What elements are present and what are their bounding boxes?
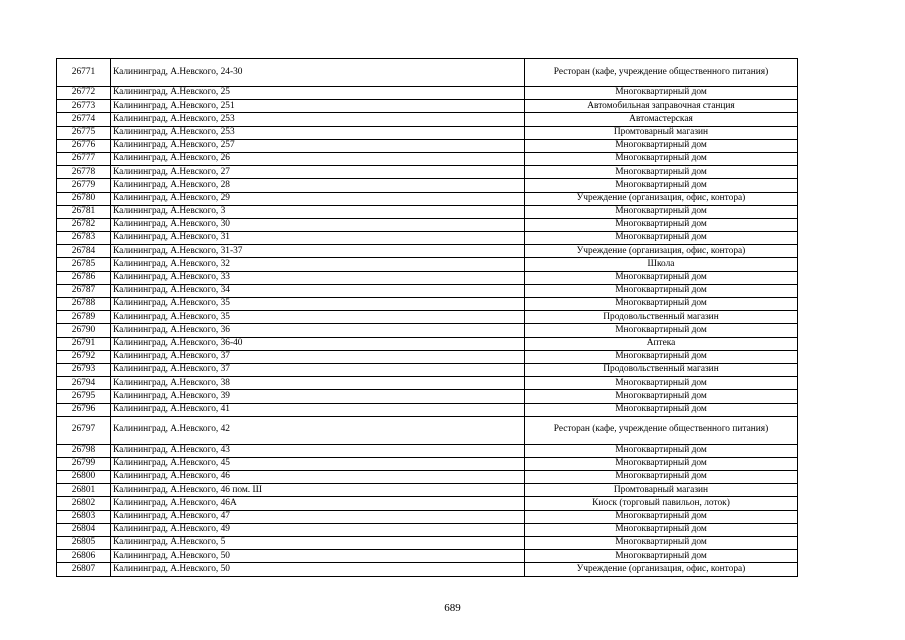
object-id-cell: 26781 xyxy=(57,205,111,218)
object-type-cell: Ресторан (кафе, учреждение общественного питания) xyxy=(525,416,798,444)
object-type-cell: Ресторан (кафе, учреждение общественного питания) xyxy=(525,59,798,87)
address-cell: Калининград, А.Невского, 28 xyxy=(111,179,525,192)
object-type-cell: Продовольственный магазин xyxy=(525,311,798,324)
object-type-cell: Многоквартирный дом xyxy=(525,537,798,550)
object-id-cell: 26804 xyxy=(57,523,111,536)
table-row xyxy=(57,471,798,484)
object-id-cell: 26805 xyxy=(57,537,111,550)
object-type-cell: Промтоварный магазин xyxy=(525,126,798,139)
object-id-cell: 26772 xyxy=(57,87,111,100)
table-row xyxy=(57,363,798,376)
table-row xyxy=(57,550,798,563)
object-id-cell: 26778 xyxy=(57,166,111,179)
address-cell: Калининград, А.Невского, 42 xyxy=(111,416,525,444)
object-id-cell: 26800 xyxy=(57,471,111,484)
object-id-cell: 26795 xyxy=(57,390,111,403)
address-cell: Калининград, А.Невского, 253 xyxy=(111,126,525,139)
registry-table xyxy=(56,58,798,577)
object-type-cell: Учреждение (организация, офис, контора) xyxy=(525,192,798,205)
table-row xyxy=(57,59,798,87)
object-type-cell: Многоквартирный дом xyxy=(525,350,798,363)
object-type-cell: Многоквартирный дом xyxy=(525,232,798,245)
object-id-cell: 26774 xyxy=(57,113,111,126)
object-id-cell: 26803 xyxy=(57,510,111,523)
address-cell: Калининград, А.Невского, 37 xyxy=(111,363,525,376)
object-type-cell: Учреждение (организация, офис, контора) xyxy=(525,245,798,258)
address-cell: Калининград, А.Невского, 50 xyxy=(111,563,525,576)
table-row xyxy=(57,100,798,113)
object-id-cell: 26773 xyxy=(57,100,111,113)
object-id-cell: 26788 xyxy=(57,298,111,311)
address-cell: Калининград, А.Невского, 35 xyxy=(111,311,525,324)
object-type-cell: Многоквартирный дом xyxy=(525,298,798,311)
object-type-cell: Многоквартирный дом xyxy=(525,403,798,416)
table-row xyxy=(57,390,798,403)
object-type-cell: Многоквартирный дом xyxy=(525,87,798,100)
object-id-cell: 26783 xyxy=(57,232,111,245)
object-id-cell: 26786 xyxy=(57,271,111,284)
object-id-cell: 26787 xyxy=(57,284,111,297)
object-type-cell: Многоквартирный дом xyxy=(525,205,798,218)
table-row xyxy=(57,444,798,457)
page-number: 689 xyxy=(444,602,461,614)
address-cell: Калининград, А.Невского, 46А xyxy=(111,497,525,510)
table-row xyxy=(57,324,798,337)
table-row xyxy=(57,510,798,523)
address-cell: Калининград, А.Невского, 39 xyxy=(111,390,525,403)
table-row xyxy=(57,139,798,152)
address-cell: Калининград, А.Невского, 31-37 xyxy=(111,245,525,258)
object-type-cell: Многоквартирный дом xyxy=(525,139,798,152)
address-cell: Калининград, А.Невского, 36 xyxy=(111,324,525,337)
address-cell: Калининград, А.Невского, 33 xyxy=(111,271,525,284)
table-row xyxy=(57,416,798,444)
table-row xyxy=(57,113,798,126)
object-type-cell: Автомастерская xyxy=(525,113,798,126)
object-type-cell: Школа xyxy=(525,258,798,271)
table-row xyxy=(57,403,798,416)
table-row xyxy=(57,87,798,100)
object-id-cell: 26777 xyxy=(57,152,111,165)
object-type-cell: Многоквартирный дом xyxy=(525,179,798,192)
address-cell: Калининград, А.Невского, 46 пом. Ш xyxy=(111,484,525,497)
object-type-cell: Промтоварный магазин xyxy=(525,484,798,497)
table-row xyxy=(57,271,798,284)
object-id-cell: 26801 xyxy=(57,484,111,497)
address-cell: Калининград, А.Невского, 29 xyxy=(111,192,525,205)
object-id-cell: 26771 xyxy=(57,59,111,87)
table-row xyxy=(57,350,798,363)
object-type-cell: Многоквартирный дом xyxy=(525,152,798,165)
address-cell: Калининград, А.Невского, 3 xyxy=(111,205,525,218)
table-row xyxy=(57,563,798,576)
object-id-cell: 26798 xyxy=(57,444,111,457)
address-cell: Калининград, А.Невского, 46 xyxy=(111,471,525,484)
object-id-cell: 26792 xyxy=(57,350,111,363)
address-cell: Калининград, А.Невского, 38 xyxy=(111,377,525,390)
table-row xyxy=(57,258,798,271)
address-cell: Калининград, А.Невского, 47 xyxy=(111,510,525,523)
object-type-cell: Киоск (торговый павильон, лоток) xyxy=(525,497,798,510)
address-cell: Калининград, А.Невского, 41 xyxy=(111,403,525,416)
object-type-cell: Многоквартирный дом xyxy=(525,324,798,337)
address-cell: Калининград, А.Невского, 30 xyxy=(111,218,525,231)
object-type-cell: Многоквартирный дом xyxy=(525,284,798,297)
table-row xyxy=(57,484,798,497)
table-row xyxy=(57,284,798,297)
address-cell: Калининград, А.Невского, 35 xyxy=(111,298,525,311)
table-row xyxy=(57,126,798,139)
address-cell: Калининград, А.Невского, 36-40 xyxy=(111,337,525,350)
table-row xyxy=(57,497,798,510)
table-row xyxy=(57,179,798,192)
object-id-cell: 26785 xyxy=(57,258,111,271)
object-type-cell: Многоквартирный дом xyxy=(525,271,798,284)
registry-table-body xyxy=(57,59,798,577)
address-cell: Калининград, А.Невского, 45 xyxy=(111,457,525,470)
object-type-cell: Многоквартирный дом xyxy=(525,523,798,536)
address-cell: Калининград, А.Невского, 24-30 xyxy=(111,59,525,87)
table-row xyxy=(57,523,798,536)
object-id-cell: 26807 xyxy=(57,563,111,576)
table-row xyxy=(57,337,798,350)
table-row xyxy=(57,377,798,390)
object-id-cell: 26806 xyxy=(57,550,111,563)
object-id-cell: 26789 xyxy=(57,311,111,324)
table-row xyxy=(57,245,798,258)
table-row xyxy=(57,152,798,165)
address-cell: Калининград, А.Невского, 32 xyxy=(111,258,525,271)
object-type-cell: Многоквартирный дом xyxy=(525,510,798,523)
object-id-cell: 26779 xyxy=(57,179,111,192)
object-type-cell: Учреждение (организация, офис, контора) xyxy=(525,563,798,576)
table-row xyxy=(57,298,798,311)
object-type-cell: Многоквартирный дом xyxy=(525,390,798,403)
address-cell: Калининград, А.Невского, 26 xyxy=(111,152,525,165)
address-cell: Калининград, А.Невского, 43 xyxy=(111,444,525,457)
object-id-cell: 26790 xyxy=(57,324,111,337)
table-row xyxy=(57,205,798,218)
address-cell: Калининград, А.Невского, 5 xyxy=(111,537,525,550)
object-id-cell: 26780 xyxy=(57,192,111,205)
object-id-cell: 26793 xyxy=(57,363,111,376)
object-id-cell: 26791 xyxy=(57,337,111,350)
table-row xyxy=(57,311,798,324)
object-type-cell: Многоквартирный дом xyxy=(525,166,798,179)
object-id-cell: 26797 xyxy=(57,416,111,444)
table-row xyxy=(57,457,798,470)
object-type-cell: Продовольственный магазин xyxy=(525,363,798,376)
object-id-cell: 26802 xyxy=(57,497,111,510)
object-type-cell: Автомобильная заправочная станция xyxy=(525,100,798,113)
object-type-cell: Многоквартирный дом xyxy=(525,471,798,484)
address-cell: Калининград, А.Невского, 257 xyxy=(111,139,525,152)
address-cell: Калининград, А.Невского, 25 xyxy=(111,87,525,100)
object-id-cell: 26782 xyxy=(57,218,111,231)
object-id-cell: 26796 xyxy=(57,403,111,416)
object-type-cell: Многоквартирный дом xyxy=(525,550,798,563)
table-row xyxy=(57,232,798,245)
object-id-cell: 26775 xyxy=(57,126,111,139)
address-cell: Калининград, А.Невского, 251 xyxy=(111,100,525,113)
object-id-cell: 26784 xyxy=(57,245,111,258)
table-row xyxy=(57,192,798,205)
object-type-cell: Многоквартирный дом xyxy=(525,377,798,390)
address-cell: Калининград, А.Невского, 27 xyxy=(111,166,525,179)
address-cell: Калининград, А.Невского, 34 xyxy=(111,284,525,297)
object-id-cell: 26799 xyxy=(57,457,111,470)
object-type-cell: Многоквартирный дом xyxy=(525,218,798,231)
table-row xyxy=(57,166,798,179)
address-cell: Калининград, А.Невского, 49 xyxy=(111,523,525,536)
address-cell: Калининград, А.Невского, 253 xyxy=(111,113,525,126)
address-cell: Калининград, А.Невского, 31 xyxy=(111,232,525,245)
table-row xyxy=(57,218,798,231)
table-row xyxy=(57,537,798,550)
object-id-cell: 26794 xyxy=(57,377,111,390)
object-type-cell: Аптека xyxy=(525,337,798,350)
address-cell: Калининград, А.Невского, 50 xyxy=(111,550,525,563)
address-cell: Калининград, А.Невского, 37 xyxy=(111,350,525,363)
object-id-cell: 26776 xyxy=(57,139,111,152)
object-type-cell: Многоквартирный дом xyxy=(525,444,798,457)
object-type-cell: Многоквартирный дом xyxy=(525,457,798,470)
